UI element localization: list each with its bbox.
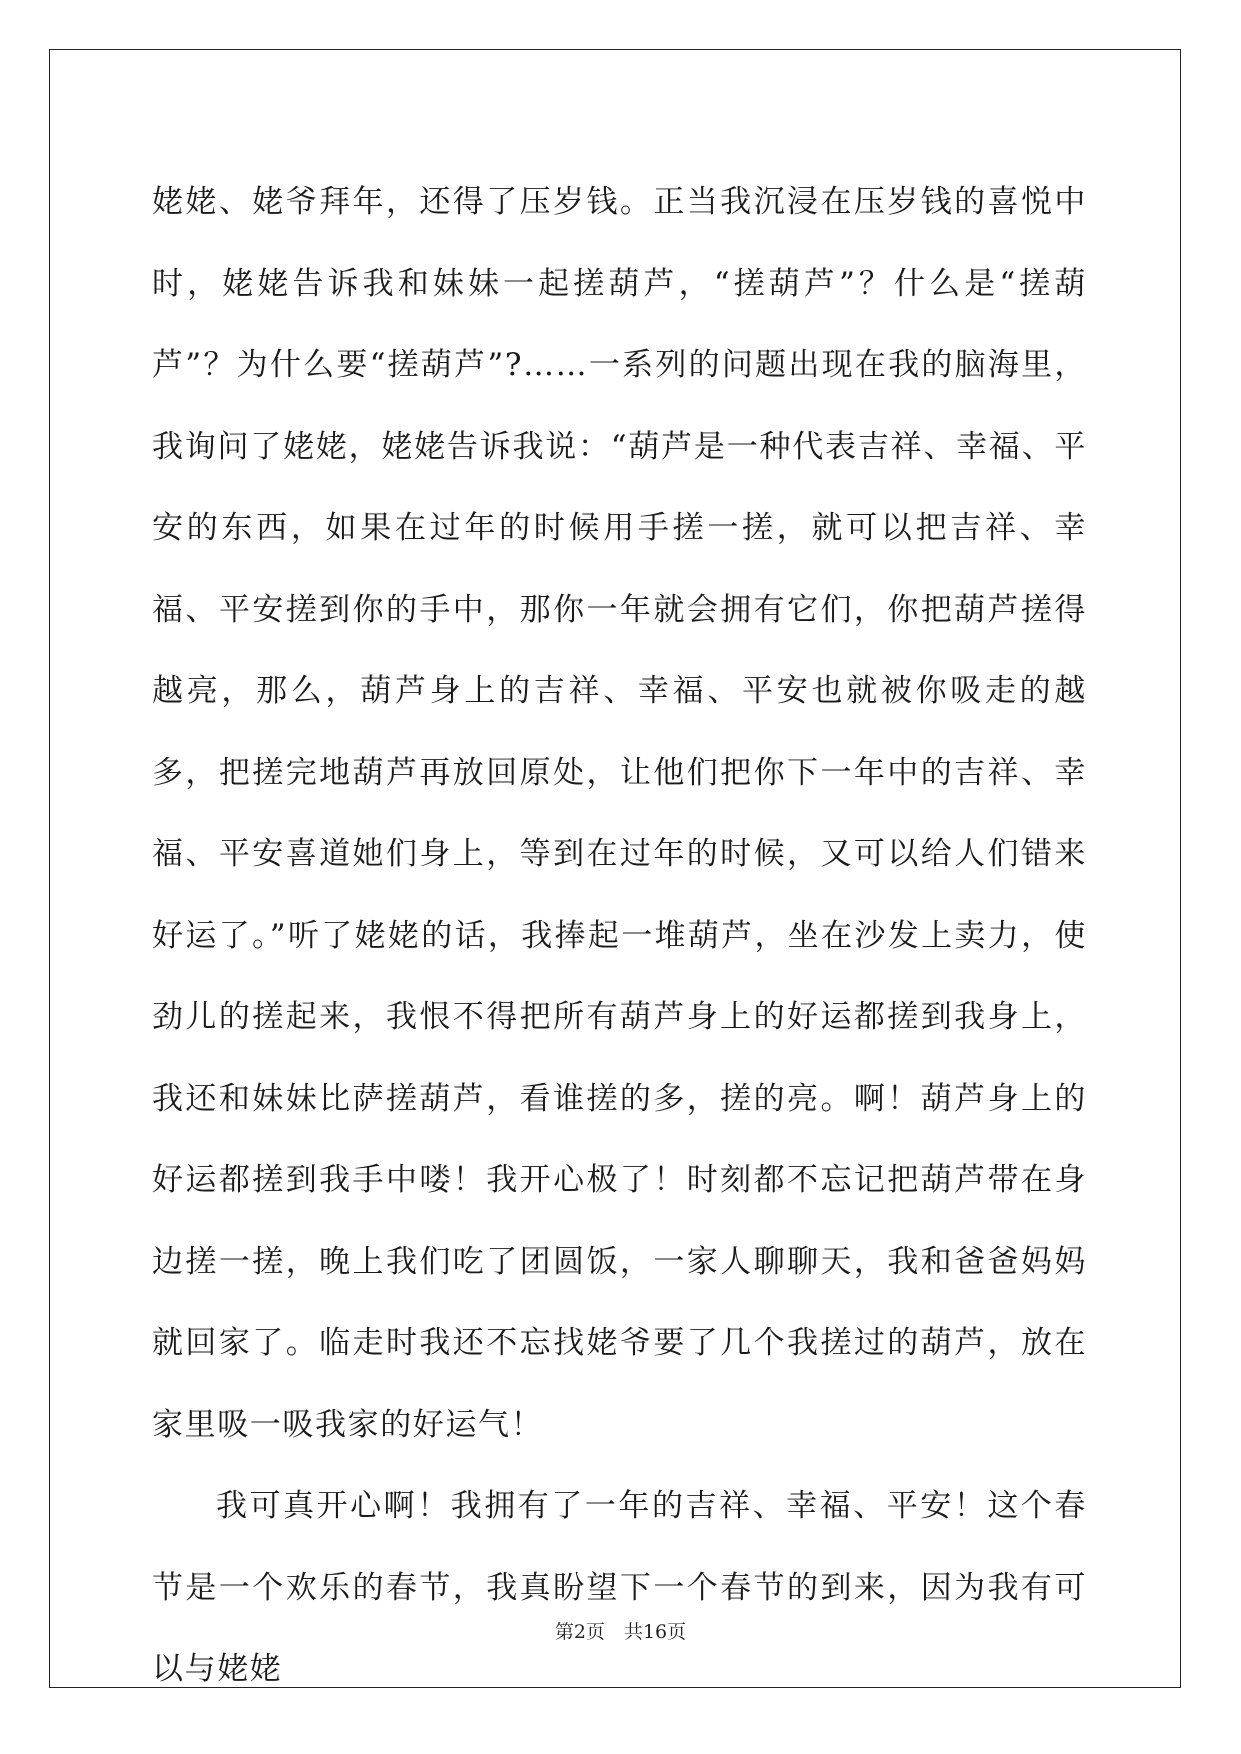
document-body: [152, 162, 1087, 1711]
paragraph-2: 我可真开心啊！我拥有了一年的吉祥、幸福、平安！这个春节是一个欢乐的春节，我真盼望下一个春节的到来，因为我有可以与姥姥: [152, 1488, 1087, 1687]
page-number-footer: 第2页 共16页: [554, 1621, 687, 1643]
paragraph-1: 姥姥、姥爷拜年，还得了压岁钱。正当我沉浸在压岁钱的喜悦中时，姥姥告诉我和妹妹一起搓葫芦，“搓葫芦”？什么是“搓葫芦”？为什么要“搓葫芦”?……一系列的问题出现在我的脑海里，我询问了姥姥，姥姥告诉我说：“葫芦是一种代表吉祥、幸福、平安的东西，如果在过年的时候用手搓一搓，就可以把吉祥、幸福、平安搓到你的手中，那你一年就会拥有它们，你把葫芦搓得越亮，那么，葫芦身上的吉祥、幸福、平安也就被你吸走的越多，把搓完地葫芦再放回原处，让他们把你下一年中的吉祥、幸福、平安喜道她们身上，等到在过年的时候，又可以给人们错来好运了。”听了姥姥的话，我捧起一堆葫芦，坐在沙发上卖力，使劲儿的搓起来，我恨不得把所有葫芦身上的好运都搓到我身上，我还和妹妹比萨搓葫芦，看谁搓的多，搓的亮。啊！葫芦身上的好运都搓到我手中喽！我开心极了！时刻都不忘记把葫芦带在身边搓一搓，晚上我们吃了团圆饭，一家人聊聊天，我和爸爸妈妈就回家了。临走时我还不忘找姥爷要了几个我搓过的葫芦，放在家里吸一吸我家的好运气！: [152, 184, 1087, 1443]
